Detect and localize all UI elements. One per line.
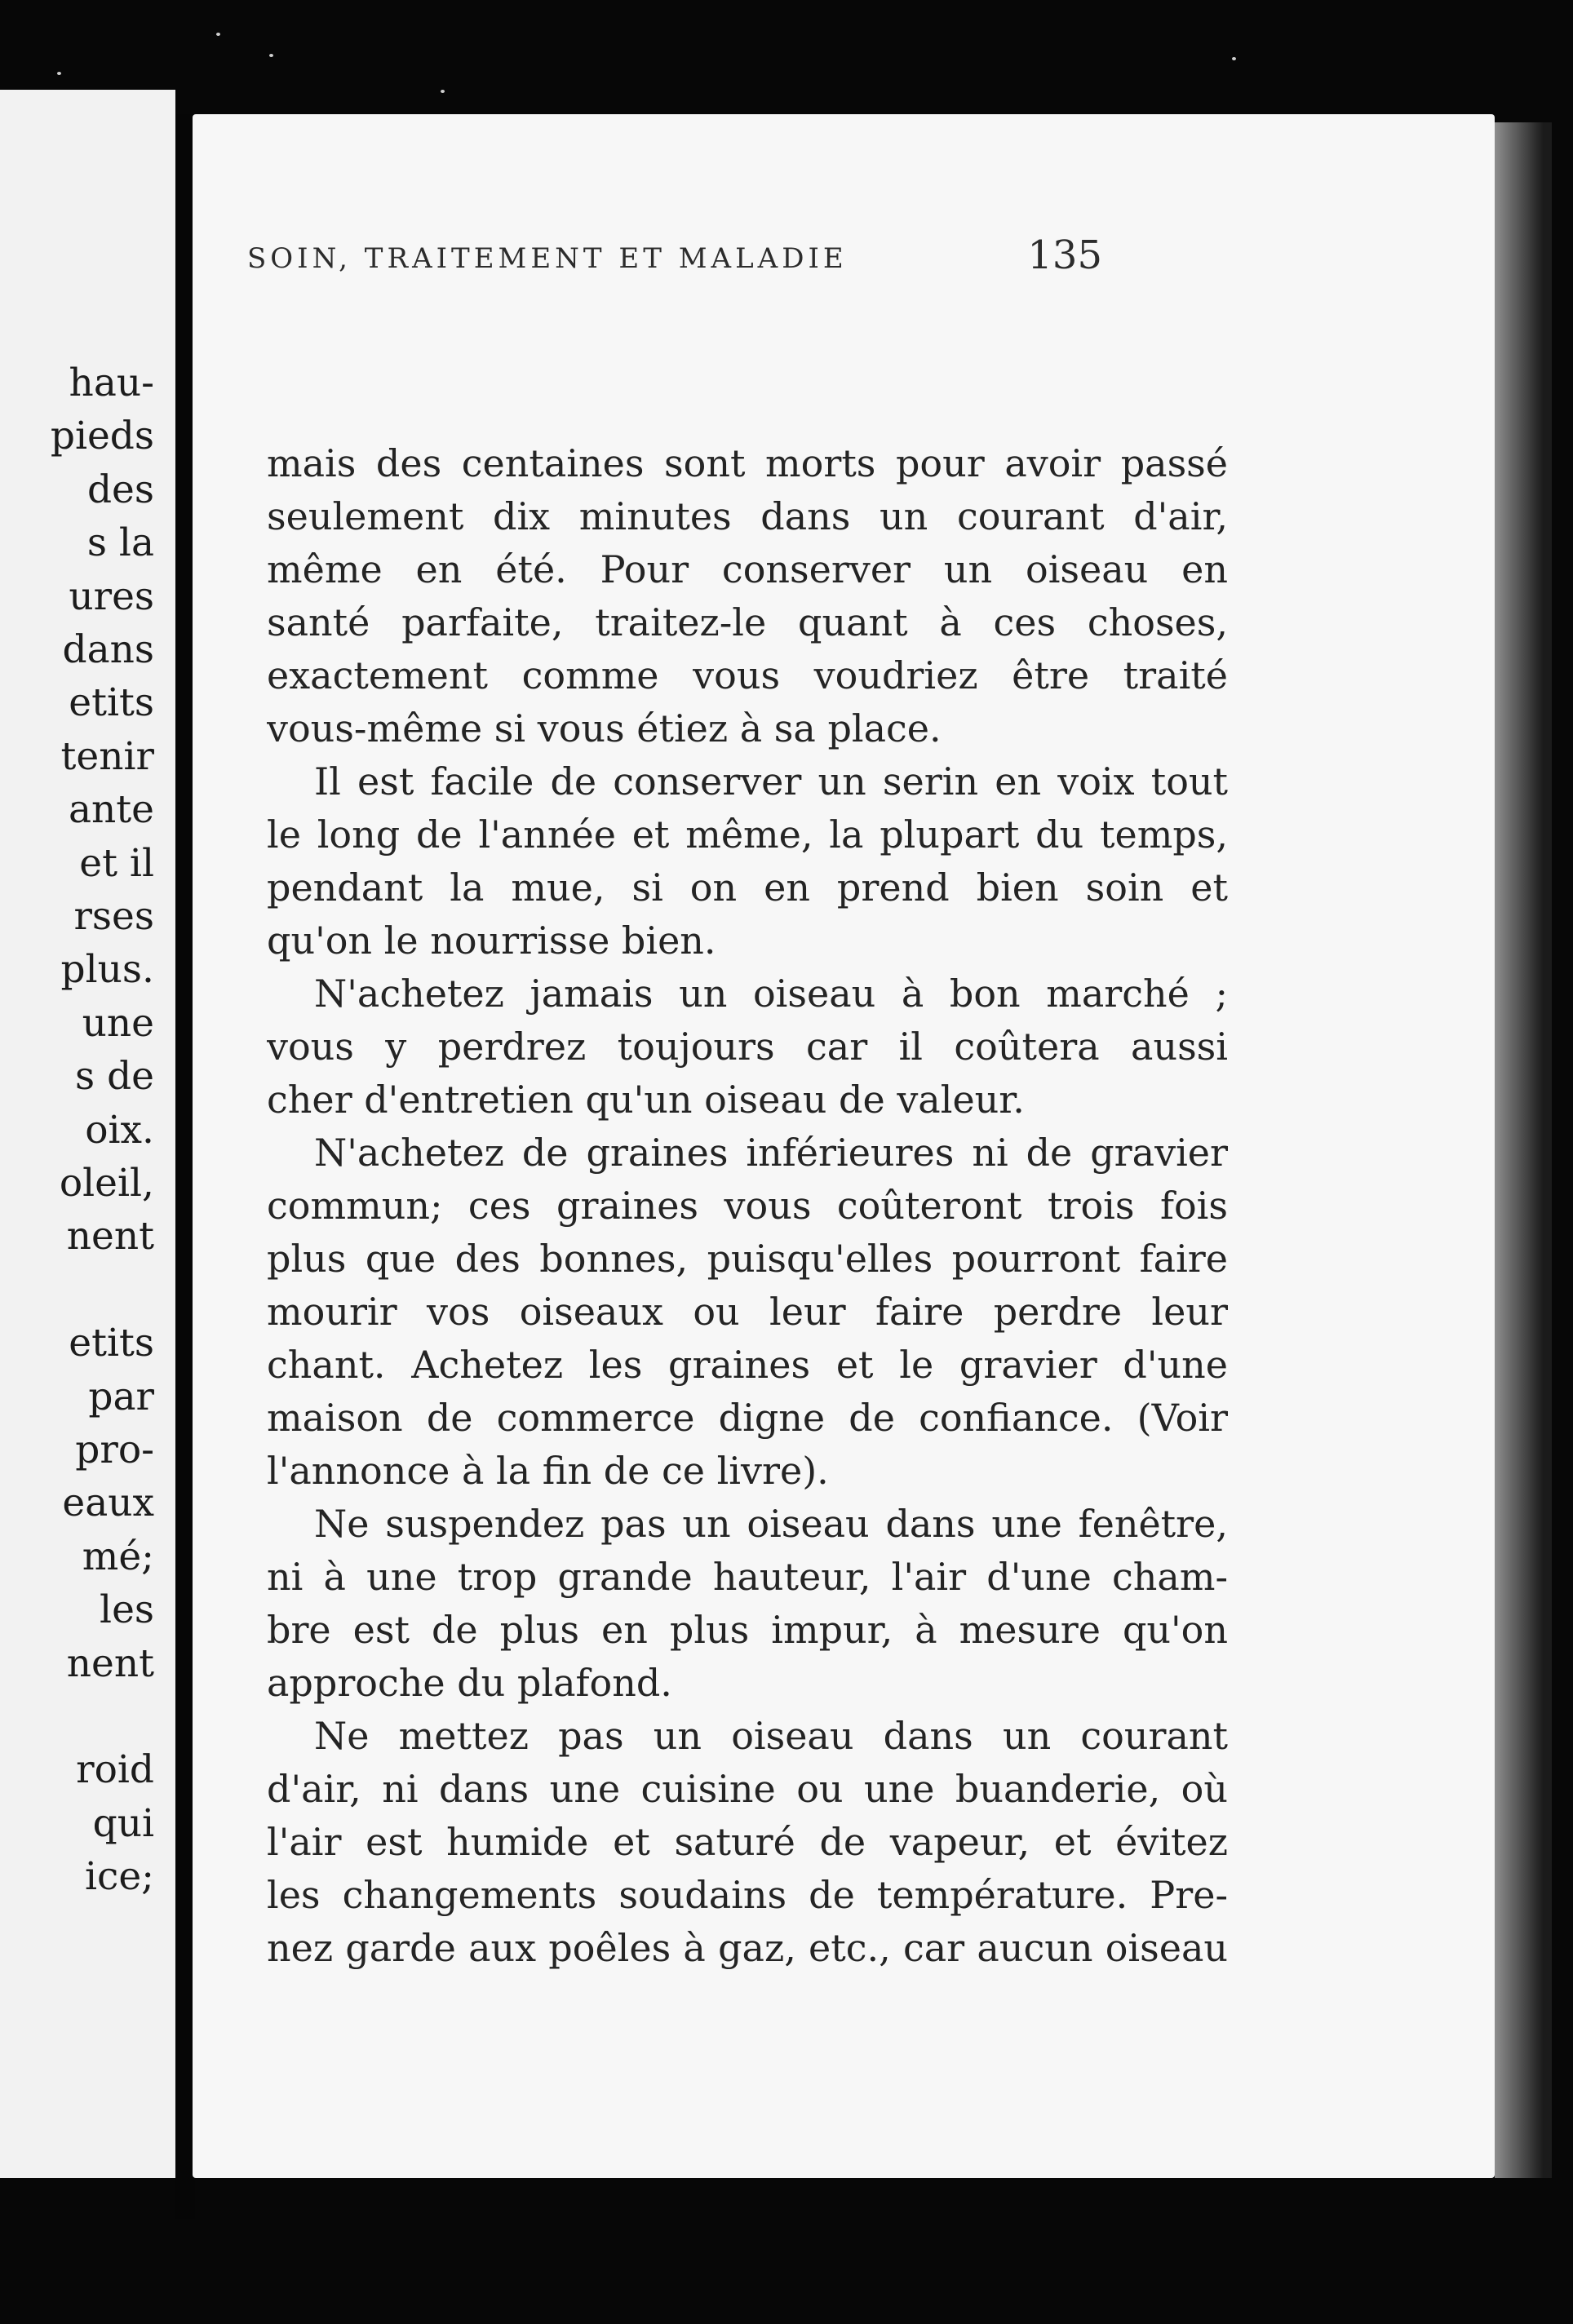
facing-page-line: eaux [62,1481,154,1526]
facing-page-line: par [88,1374,154,1419]
text-line: N'achetez jamais un oiseau à bon marché ; [314,972,1228,1016]
facing-page-line: etits [69,1321,154,1366]
text-line: l'annonce à la fin de ce livre). [267,1449,829,1493]
facing-page-line: ures [69,573,154,619]
page-edge-shadow [1495,122,1552,2178]
facing-page-line: et il [79,840,154,886]
facing-page-line: ante [69,787,154,833]
text-line: vous y perdrez toujours car il coûtera aussi [267,1025,1228,1069]
text-line: chant. Achetez les graines et le gravier d'une [267,1343,1228,1387]
facing-page-line: rses [73,894,154,939]
text-line: Ne suspendez pas un oiseau dans une fenêtre, [314,1502,1228,1546]
text-line: mais des centaines sont morts pour avoir passé [267,441,1228,485]
facing-page-line: des [86,467,154,512]
text-line: nez garde aux poêles à gaz, etc., car aucun oiseau [267,1926,1228,1970]
page-number: 135 [1027,232,1102,278]
text-line: ni à une trop grande hauteur, l'air d'une cham- [267,1555,1228,1599]
facing-page-line: oleil, [59,1161,154,1206]
text-line: qu'on le nourrisse bien. [267,919,716,963]
facing-page-line: hau- [69,361,154,405]
facing-page-left [0,90,175,2178]
text-line: plus que des bonnes, puisqu'elles pourront faire [267,1237,1228,1281]
facing-page-line: ice; [84,1854,154,1900]
text-line: pendant la mue, si on en prend bien soin et [267,865,1228,910]
facing-page-line: pieds [50,414,154,459]
facing-page-line: etits [69,680,154,726]
facing-page-line: nent [66,1214,154,1259]
facing-page-line: les [100,1587,154,1633]
text-line: mourir vos oiseaux ou leur faire perdre leur [267,1290,1228,1334]
text-line: approche du plafond. [267,1661,672,1705]
running-head-title: SOIN, TRAITEMENT ET MALADIE [247,242,848,275]
facing-page-line: s la [86,520,154,566]
text-line: Il est facile de conserver un serin en voix tout [314,759,1228,803]
facing-page-line: plus. [60,947,154,993]
text-line: maison de commerce digne de confiance. (Voir [267,1396,1228,1440]
text-line: les changements soudains de température. Pre- [267,1873,1228,1917]
text-line: même en été. Pour conserver un oiseau en [267,547,1228,591]
facing-page-line: dans [62,627,154,672]
body-text [267,437,1228,1975]
dust-speck [1232,57,1236,60]
text-line: d'air, ni dans une cuisine ou une buanderie, où [267,1767,1228,1811]
dust-speck [57,72,61,75]
dust-speck [441,90,445,93]
text-line: le long de l'année et même, la plupart du temps, [267,812,1228,857]
text-line: vous-même si vous étiez à sa place. [267,706,942,750]
text-line: l'air est humide et saturé de vapeur, et évitez [267,1820,1228,1864]
facing-page-line: nent [66,1640,154,1686]
text-line: Ne mettez pas un oiseau dans un courant [314,1714,1228,1758]
text-line: cher d'entretien qu'un oiseau de valeur. [267,1078,1025,1122]
facing-page-line: pro- [75,1428,154,1472]
facing-page-line: une [82,1000,154,1046]
text-line: santé parfaite, traitez-le quant à ces choses, [267,600,1228,644]
facing-page-line: oix. [85,1107,154,1153]
facing-page-line: qui [92,1800,154,1846]
text-line: bre est de plus en plus impur, à mesure qu'on [267,1608,1228,1652]
facing-page-line: tenir [60,733,154,779]
facing-page-line: mé; [82,1534,154,1579]
text-line: N'achetez de graines inférieures ni de gravier [314,1131,1228,1175]
dust-speck [216,33,220,36]
facing-page-line: s de [75,1054,154,1100]
text-line: exactement comme vous voudriez être traité [267,653,1228,697]
dust-speck [269,54,273,57]
running-head [247,232,1102,283]
facing-page-line: roid [76,1747,154,1793]
text-line: commun; ces graines vous coûteront trois fois [267,1184,1228,1228]
text-line: seulement dix minutes dans un courant d'air, [267,494,1228,538]
